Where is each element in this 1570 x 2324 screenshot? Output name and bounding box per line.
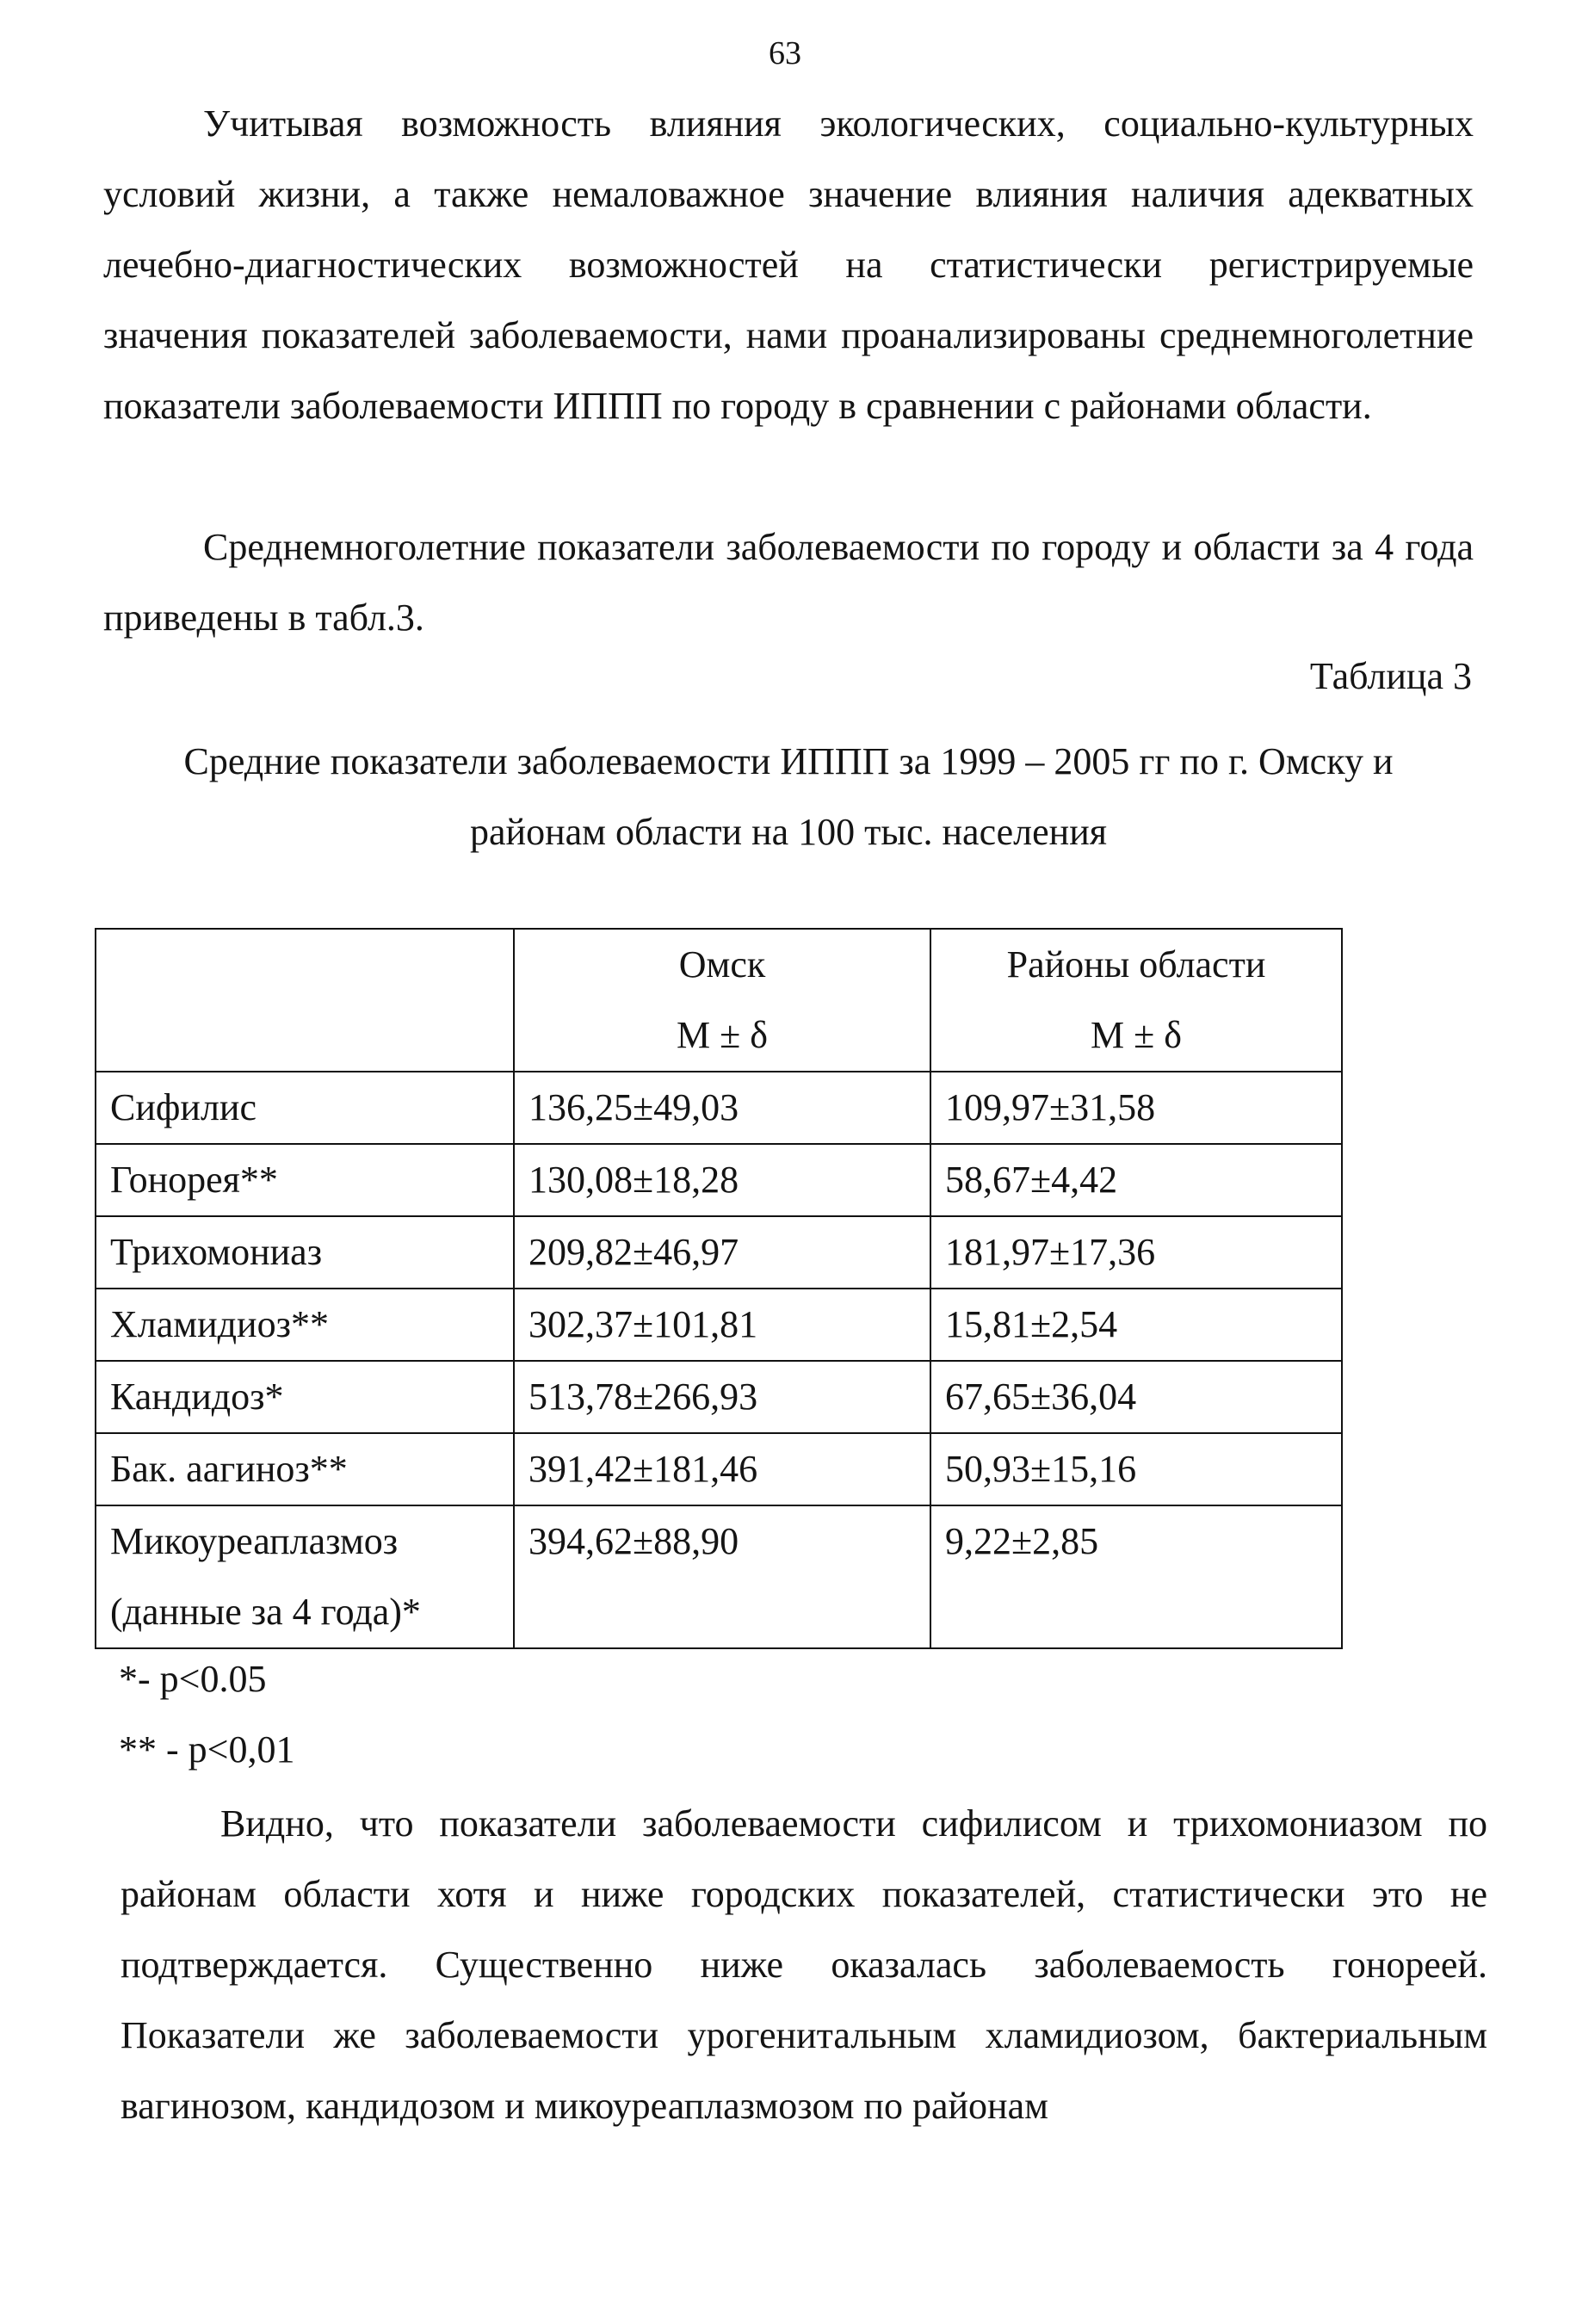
table-row [96,1144,1342,1216]
paragraph-table-reference: Среднемноголетние показатели заболеваемости по городу и области за 4 года приведены в табл.3. [103,526,1474,639]
omsk-value-cell: 391,42±181,46 [514,1433,930,1505]
omsk-value-cell: 130,08±18,28 [514,1144,930,1216]
disease-cell [96,1505,514,1648]
footnote-p005: *- p<0.05 [119,1658,267,1700]
paragraph-conclusion: Видно, что показатели заболеваемости сифилисом и трихомониазом по районам области хотя и ниже городских показателей, статистически это не подтверждается. Существенно ниже оказалась заболеваемость гонореей. Показатели же заболеваемости урогенитальным хламидиозом, бактериальным вагинозом, кандидозом и микоуреаплазмозом по районам [121,1802,1487,2127]
table-row [96,1216,1342,1289]
table-title-line2: районам области на 100 тыс. населения [470,811,1107,853]
table-title [103,726,1474,868]
table-title-line1: Средние показатели заболеваемости ИППП за 1999 – 2005 гг по г. Омску и [183,740,1394,782]
header-districts-stat: M ± δ [1090,1014,1182,1056]
page-number: 63 [769,35,801,71]
table-row [96,1072,1342,1144]
header-omsk-name: Омск [678,943,766,986]
incidence-table [95,928,1343,1649]
disease-note: (данные за 4 года)* [110,1591,421,1633]
table-row [96,1289,1342,1361]
districts-value-cell: 181,97±17,36 [930,1216,1342,1289]
disease-cell: Хламидиоз** [96,1289,514,1361]
disease-cell: Трихомониаз [96,1216,514,1289]
header-districts-name: Районы области [1006,943,1266,986]
disease-cell: Бак. аагиноз** [96,1433,514,1505]
districts-value-cell: 67,65±36,04 [930,1361,1342,1433]
omsk-value-cell: 136,25±49,03 [514,1072,930,1144]
header-empty-cell [96,929,514,1072]
table-row [96,1505,1342,1648]
table-label: Таблица 3 [1309,655,1472,697]
disease-cell: Кандидоз* [96,1361,514,1433]
omsk-value-cell: 209,82±46,97 [514,1216,930,1289]
disease-name: Микоуреаплазмоз [110,1520,399,1562]
table-row [96,1361,1342,1433]
header-omsk-stat: M ± δ [676,1014,768,1056]
districts-value-cell: 50,93±15,16 [930,1433,1342,1505]
paragraph-intro: Учитывая возможность влияния экологических, социально-культурных условий жизни, а также немаловажное значение влияния наличия адекватных лечебно-диагностических возможностей на статистически регистрируемые значения показателей заболеваемости, нами проанализированы среднемноголетние показатели заболеваемости ИППП по городу в сравнении с районами области. [103,102,1474,427]
omsk-value-cell: 513,78±266,93 [514,1361,930,1433]
omsk-value-cell: 394,62±88,90 [514,1505,930,1648]
districts-value-cell: 9,22±2,85 [930,1505,1342,1648]
header-districts [930,929,1342,1072]
districts-value-cell: 15,81±2,54 [930,1289,1342,1361]
table-row [96,1433,1342,1505]
header-omsk [514,929,930,1072]
omsk-value-cell: 302,37±101,81 [514,1289,930,1361]
table-header-row [96,929,1342,1072]
districts-value-cell: 109,97±31,58 [930,1072,1342,1144]
disease-cell: Сифилис [96,1072,514,1144]
districts-value-cell: 58,67±4,42 [930,1144,1342,1216]
footnote-p001: ** - p<0,01 [119,1728,295,1771]
disease-cell: Гонорея** [96,1144,514,1216]
